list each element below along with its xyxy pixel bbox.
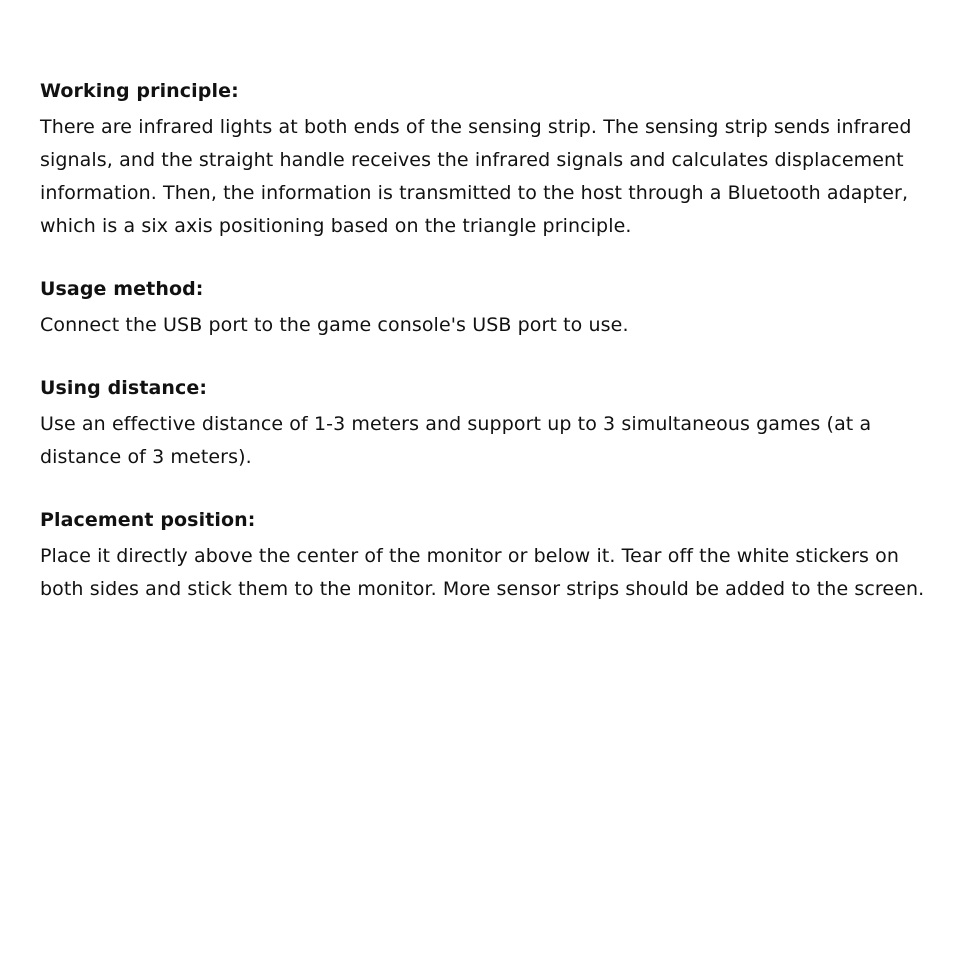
section-text: Connect the USB port to the game console's USB port to use. xyxy=(40,314,629,336)
section-text: Place it directly above the center of the monitor or below it. Tear off the white stickers on both sides and stick them to the monitor. More sensor strips should be added to the screen. xyxy=(40,545,925,600)
section-heading: Using distance: xyxy=(40,377,208,399)
section-text: There are infrared lights at both ends of the sensing strip. The sensing strip sends infrared signals, and the straight handle receives the infrared signals and calculates displacement information. Then, the information is transmitted to the host through a Bluetooth adapter, which is a six axis positioning based on the triangle principle. xyxy=(40,116,912,237)
section-heading: Working principle: xyxy=(40,80,239,102)
section-placement-position xyxy=(40,507,930,606)
section-text: Use an effective distance of 1-3 meters and support up to 3 simultaneous games (at a distance of 3 meters). xyxy=(40,413,872,468)
section-heading: Usage method: xyxy=(40,278,204,300)
section-working-principle xyxy=(40,78,930,243)
section-using-distance xyxy=(40,375,930,474)
section-usage-method xyxy=(40,276,930,342)
section-heading: Placement position: xyxy=(40,509,256,531)
instructions-document xyxy=(40,78,930,639)
